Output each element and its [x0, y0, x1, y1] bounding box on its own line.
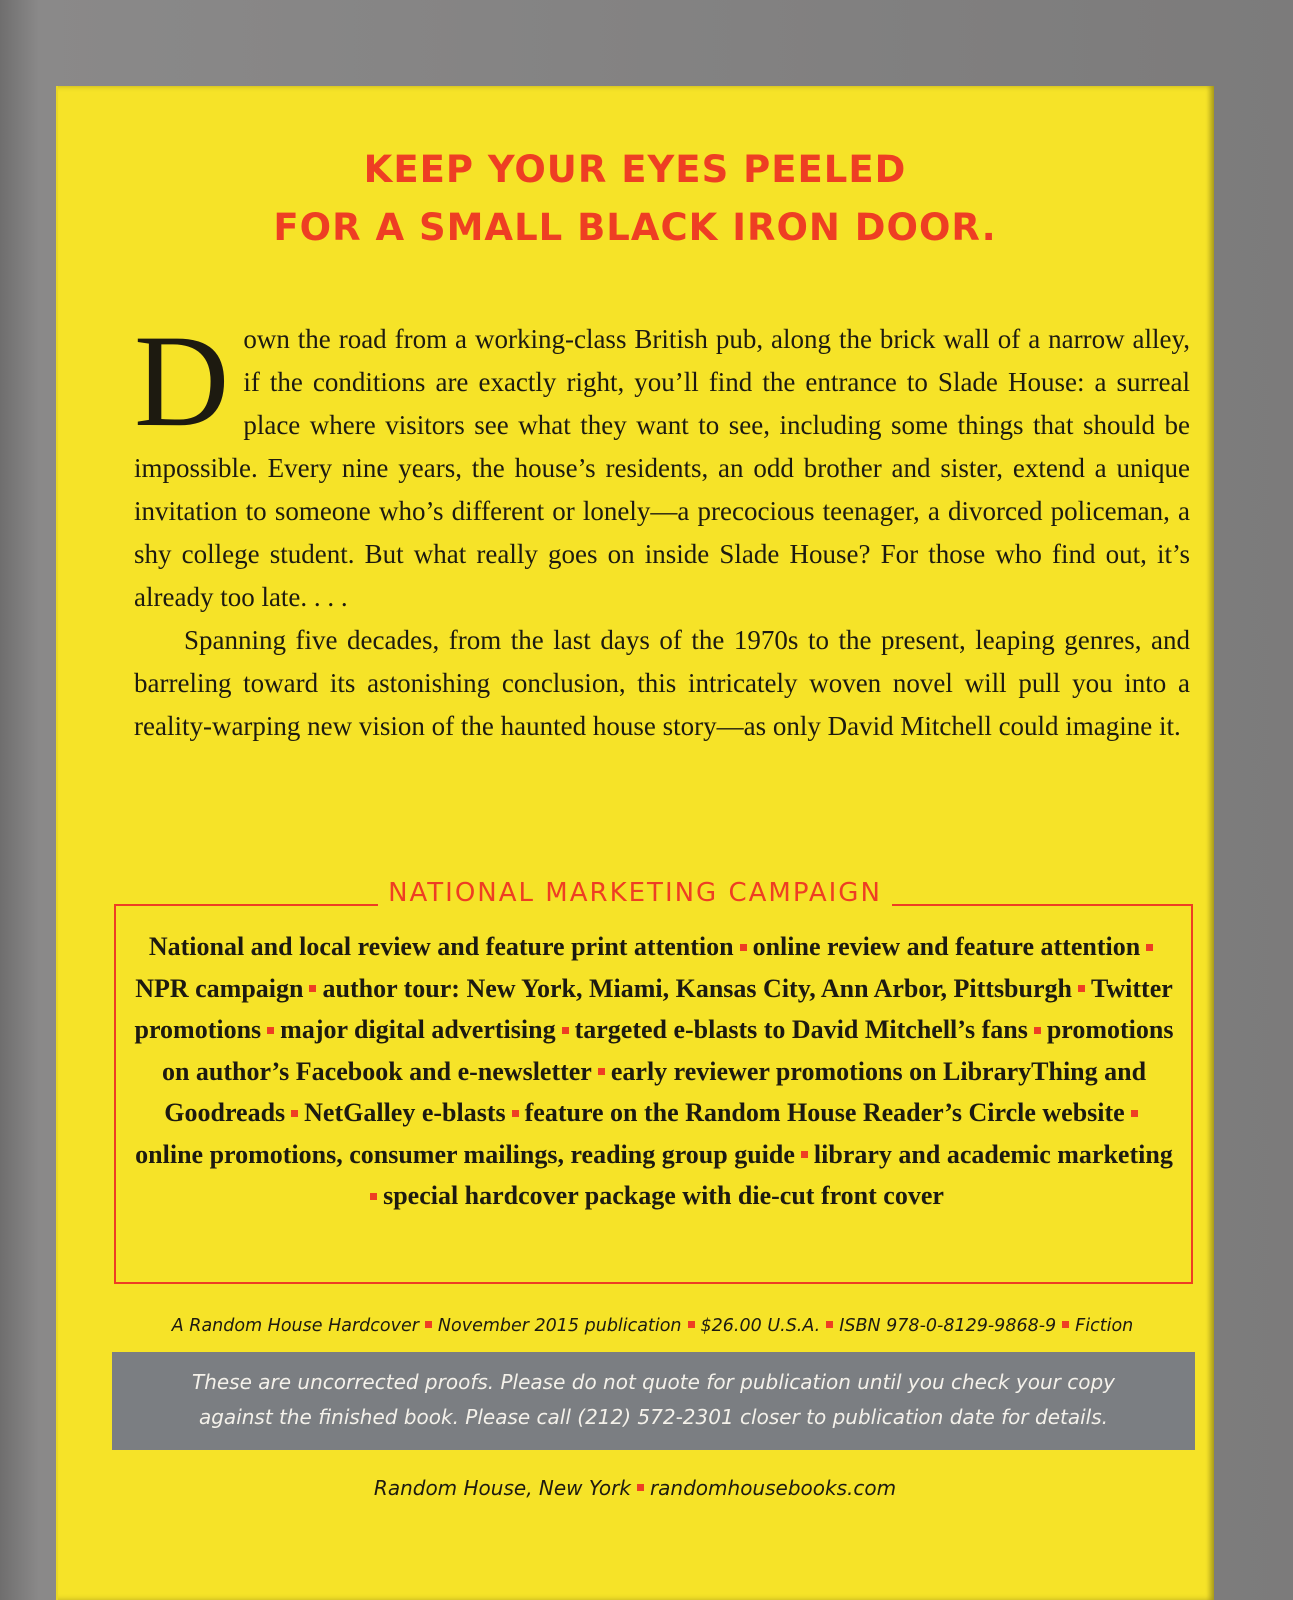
synopsis-paragraph-1	[134, 307, 1190, 619]
bullet-square-icon	[1062, 1321, 1069, 1328]
proof-notice-line-2: against the finished book. Please call (212) 572-2301 closer to publication date for details.	[198, 1405, 1108, 1429]
proof-notice-line-1: These are uncorrected proofs. Please do not quote for publication until you check your copy	[191, 1370, 1116, 1394]
marketing-item: National and local review and feature print attention	[148, 932, 734, 961]
book-back-cover	[56, 86, 1214, 1600]
synopsis-paragraph-1-text: own the road from a working-class British pub, along the brick wall of a narrow alley, if the conditions are exactly right, you’ll find the entrance to Slade House: a surreal place where visitors see what they want to see, including some things that should be impossible. Every nine years, the house’s residents, an odd brother and sister, extend a unique invitation to someone who’s different or lonely—a precocious teenager, a divorced policeman, a shy college student. But what really goes on inside Slade House? For those who find out, it’s already too late. . . .	[134, 324, 1190, 612]
marketing-item: promotions on author’s Facebook and e-newsletter	[161, 1015, 1174, 1086]
bullet-square-icon	[637, 1484, 644, 1491]
bullet-square-icon	[826, 1321, 833, 1328]
marketing-item: NetGalley e-blasts	[304, 1098, 506, 1127]
bullet-square-icon	[425, 1321, 432, 1328]
headline-line-1: KEEP YOUR EYES PEELED	[363, 148, 907, 191]
bullet-square-icon	[1131, 1110, 1138, 1117]
publication-info	[110, 1316, 1195, 1336]
marketing-item: targeted e-blasts to David Mitchell’s fans	[574, 1015, 1028, 1044]
bullet-square-icon	[562, 1027, 569, 1034]
bullet-square-icon	[267, 1027, 274, 1034]
synopsis-paragraph-2: Spanning five decades, from the last days of the 1970s to the present, leaping genres, and barreling toward its astonishing conclusion, this intricately woven novel will pull you into a reality-warping new vision of the haunted house story—as only David Mitchell could imagine it.	[134, 625, 1190, 741]
bullet-square-icon	[801, 1151, 808, 1158]
marketing-item: NPR campaign	[135, 973, 304, 1003]
marketing-item: author tour: New York, Miami, Kansas City, Ann Arbor, Pittsburgh	[322, 973, 1072, 1003]
bullet-square-icon	[740, 944, 747, 951]
proof-notice	[112, 1352, 1195, 1450]
marketing-item: early reviewer promotions on LibraryThing and Goodreads	[164, 1056, 1147, 1127]
category: Fiction	[1075, 1316, 1134, 1336]
synopsis	[134, 307, 1190, 748]
bullet-square-icon	[370, 1193, 377, 1200]
drop-cap: D	[134, 307, 230, 454]
bullet-square-icon	[1034, 1027, 1041, 1034]
website: randomhousebooks.com	[649, 1476, 897, 1500]
marketing-item: Twitter promotions	[134, 973, 1173, 1044]
price: $26.00 U.S.A.	[700, 1316, 821, 1336]
isbn: ISBN 978-0-8129-9868-9	[839, 1316, 1057, 1336]
marketing-item: special hardcover package with die-cut front cover	[383, 1181, 944, 1210]
marketing-item: online review and feature attention	[752, 932, 1141, 961]
publication-date: November 2015 publication	[437, 1316, 682, 1336]
marketing-list	[132, 926, 1176, 1217]
bullet-square-icon	[598, 1068, 605, 1075]
bullet-square-icon	[1078, 985, 1085, 992]
headline-line-2: FOR A SMALL BLACK IRON DOOR.	[273, 206, 997, 249]
bullet-square-icon	[688, 1321, 695, 1328]
bullet-square-icon	[291, 1110, 298, 1117]
marketing-item: online promotions, consumer mailings, reading group guide	[135, 1139, 795, 1169]
bullet-square-icon	[512, 1110, 519, 1117]
bullet-square-icon	[309, 985, 316, 992]
bullet-square-icon	[1146, 944, 1153, 951]
publisher-footer	[56, 1476, 1214, 1500]
publisher-name: Random House, New York	[373, 1476, 631, 1500]
marketing-item: major digital advertising	[280, 1015, 556, 1044]
marketing-title-text: NATIONAL MARKETING CAMPAIGN	[378, 878, 892, 908]
marketing-item: library and academic marketing	[813, 1139, 1173, 1169]
imprint: A Random House Hardcover	[171, 1316, 419, 1336]
marketing-item: feature on the Random House Reader’s Circle website	[524, 1098, 1125, 1127]
